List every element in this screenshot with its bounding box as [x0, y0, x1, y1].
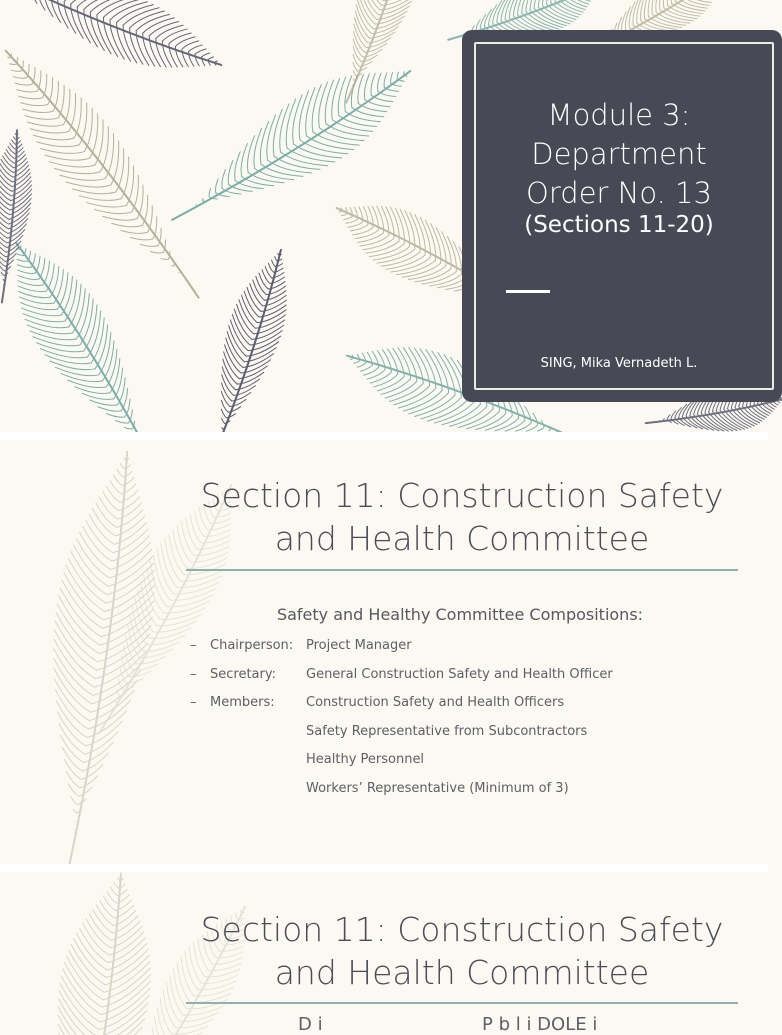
section-title-rule: [186, 569, 738, 571]
feather-icon: [0, 0, 233, 94]
feather-icon: [189, 242, 306, 464]
slide-title-line-2: Department: [531, 137, 707, 171]
member-value: Workers’ Representative (Minimum of 3): [306, 781, 569, 796]
section-11-slide: [0, 440, 768, 864]
member-value: Safety Representative from Subcontractors: [306, 724, 588, 739]
section-11-slide-continued: [0, 872, 768, 1035]
slide-gap: [0, 864, 768, 872]
member-value: Construction Safety and Health Officers: [306, 695, 565, 710]
bullet-dash: –: [190, 695, 197, 710]
compositions-heading: Safety and Healthy Committee Compositions:: [276, 605, 644, 624]
member-role: Secretary:: [210, 667, 276, 682]
section-title-line-1: Section 11: Construction Safety: [200, 476, 724, 515]
slide-title-line-1: Module 3:: [547, 98, 691, 132]
section-title-line-1: Section 11: Construction Safety: [200, 910, 724, 949]
title-divider: [506, 290, 550, 293]
member-role: Chairperson:: [210, 638, 294, 653]
member-role: Members:: [210, 695, 275, 710]
member-value: General Construction Safety and Health Officer: [306, 667, 613, 682]
section-title: [186, 474, 738, 560]
slide-gap: [0, 432, 768, 440]
section-title-line-2: and Health Committee: [274, 953, 650, 992]
section-title-line-2: and Health Committee: [274, 519, 650, 558]
section-title: [186, 908, 738, 994]
bullet-dash: –: [190, 667, 197, 682]
slide-subtitle: (Sections 11-20): [524, 212, 714, 238]
cutoff-text-right: P b l i DOLE i: [482, 1014, 598, 1035]
feather-icon: [21, 445, 175, 875]
member-value: Healthy Personnel: [306, 752, 425, 767]
member-value: Project Manager: [306, 638, 412, 653]
cutoff-text-left: D i: [298, 1014, 323, 1035]
feather-icon: [0, 129, 37, 305]
feather-icon: [152, 40, 430, 252]
slide-title: [476, 96, 762, 213]
bullet-dash: –: [190, 638, 197, 653]
author-name: SING, Mika Vernadeth L.: [540, 356, 698, 371]
title-slide: [0, 0, 768, 432]
section-title-rule: [186, 1002, 738, 1004]
feather-icon: [0, 30, 225, 319]
slide-title-line-3: Order No. 13: [526, 176, 712, 210]
feather-icon: [31, 867, 165, 1035]
